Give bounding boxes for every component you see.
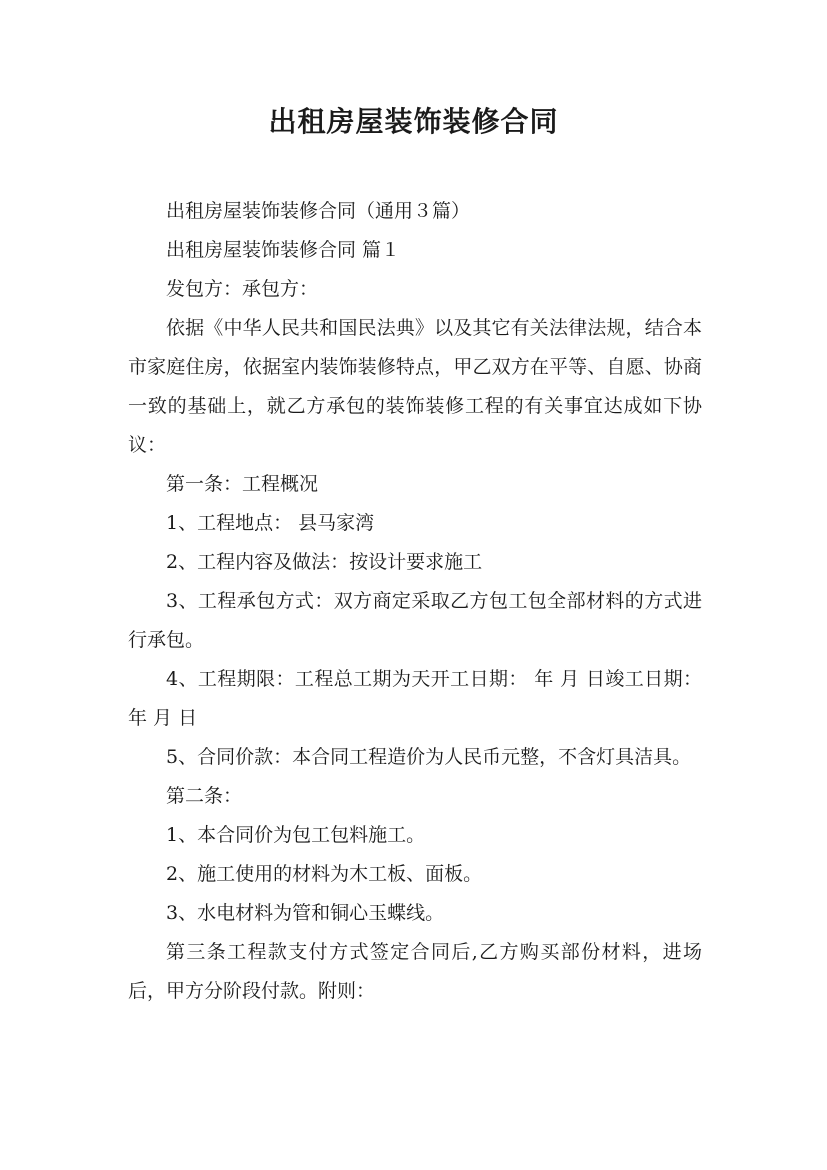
paragraph-parties: 发包方：承包方： — [166, 278, 319, 300]
paragraph-article-2-item-2: 2、施工使用的材料为木工板、面板。 — [166, 863, 483, 885]
paragraph-article-2-item-1: 1、本合同价为包工包料施工。 — [166, 824, 426, 846]
paragraph-article-1-item-1: 1、工程地点： 县马家湾 — [166, 512, 375, 534]
document-body — [128, 192, 702, 1011]
paragraph-article-1-item-2: 2、工程内容及做法：按设计要求施工 — [166, 551, 483, 573]
document-title: 出租房屋装饰装修合同 — [268, 105, 559, 138]
paragraph-section-heading: 出租房屋装饰装修合同 篇１ — [166, 239, 401, 261]
paragraph-article-1-item-4: 4、工程期限：工程总工期为天开工日期： 年 月 日竣工日期： 年 月 日 — [128, 668, 702, 729]
paragraph-article-2-item-3: 3、水电材料为管和铜心玉蝶线。 — [166, 902, 445, 924]
paragraph-article-1-heading: 第一条：工程概况 — [166, 473, 319, 495]
paragraph-preamble: 依据《中华人民共和国民法典》以及其它有关法律法规，结合本市家庭住房，依据室内装饰装修特点，甲乙双方在平等、自愿、协商一致的基础上，就乙方承包的装饰装修工程的有关事宜达成如下协议： — [128, 317, 702, 456]
paragraph-article-3: 第三条工程款支付方式签定合同后,乙方购买部份材料，进场后，甲方分阶段付款。附则： — [128, 941, 702, 1002]
paragraph-article-2-heading: 第二条： — [166, 785, 243, 807]
paragraph-subtitle: 出租房屋装饰装修合同（通用３篇） — [166, 200, 471, 222]
paragraph-article-1-item-3: 3、工程承包方式：双方商定采取乙方包工包全部材料的方式进行承包。 — [128, 590, 702, 651]
paragraph-article-1-item-5: 5、合同价款：本合同工程造价为人民币元整，不含灯具洁具。 — [166, 746, 692, 768]
